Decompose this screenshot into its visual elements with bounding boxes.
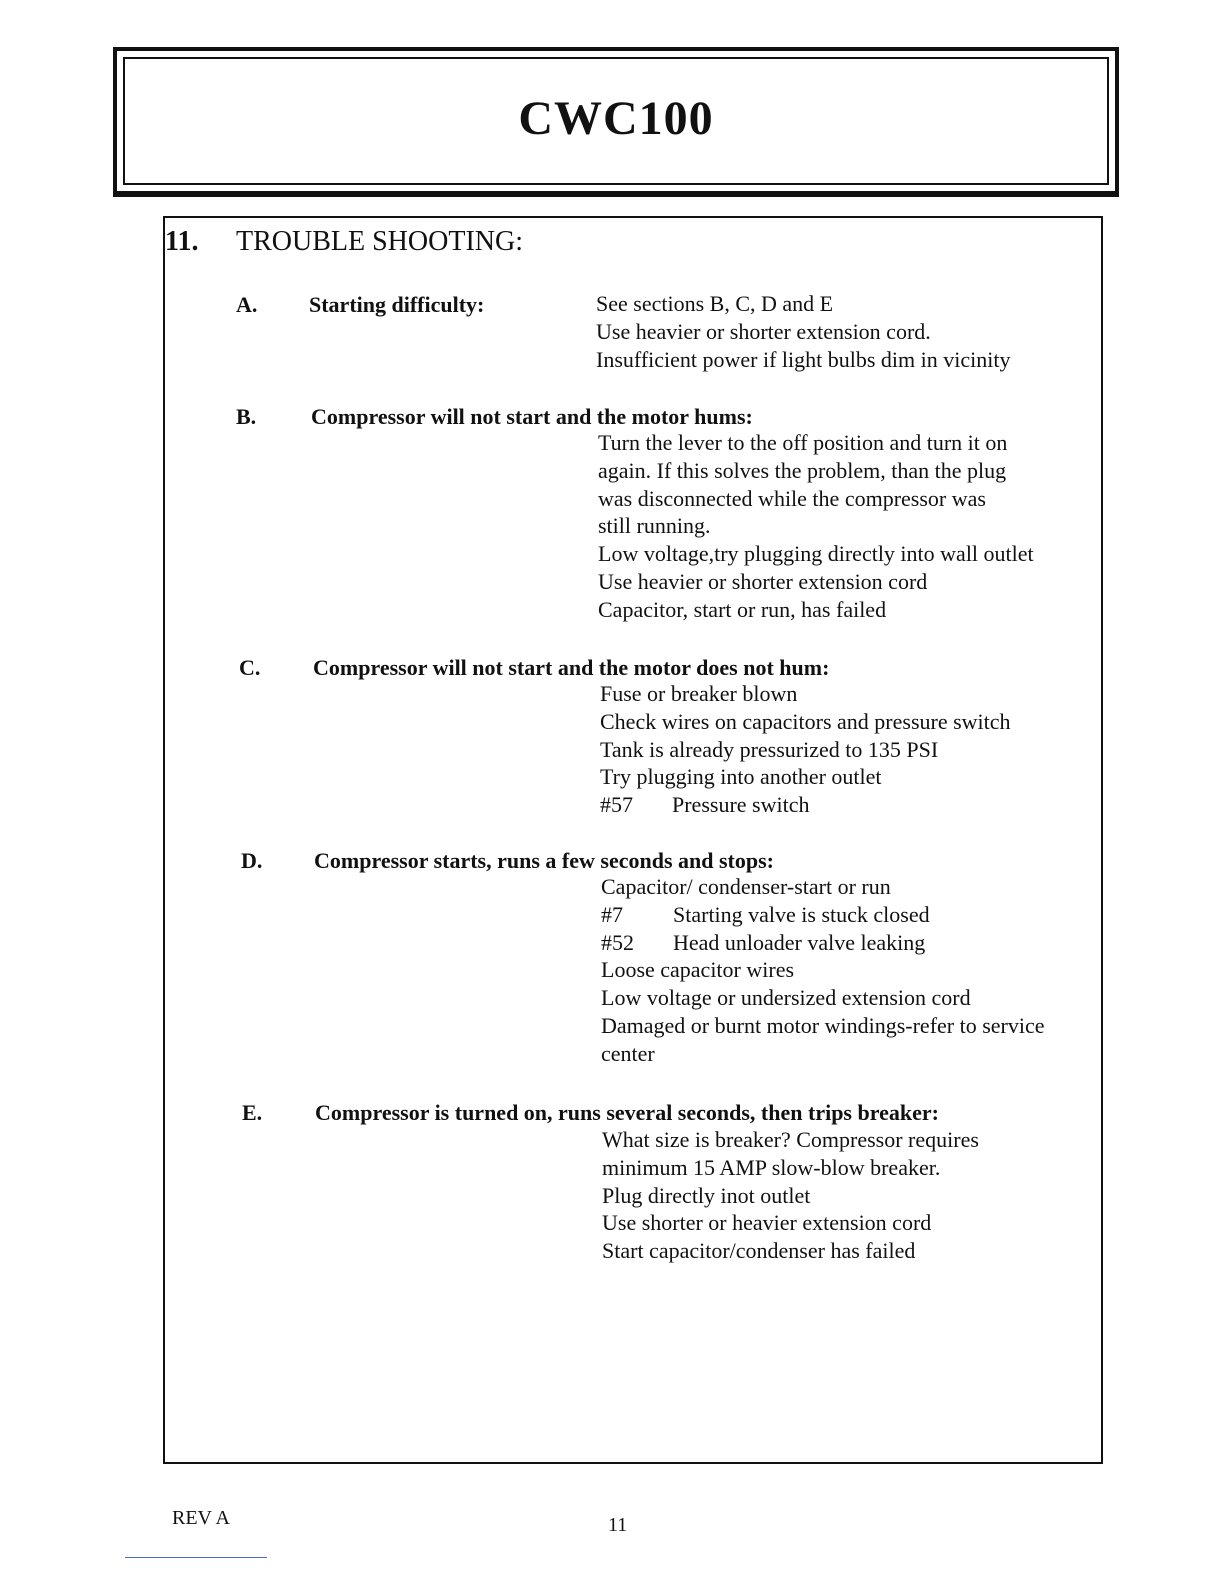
item-e-line: Plug directly inot outlet <box>602 1182 811 1208</box>
part-description: Pressure switch <box>672 792 810 818</box>
header-box <box>113 47 1119 197</box>
item-e-lines <box>602 1126 979 1265</box>
item-e-line: minimum 15 AMP slow-blow breaker. <box>602 1154 941 1180</box>
item-c-heading: Compressor will not start and the motor does not hum: <box>313 655 830 680</box>
item-b-line: Capacitor, start or run, has failed <box>598 596 887 622</box>
part-number: #52 <box>601 929 634 955</box>
scan-artifact-line <box>125 1557 267 1558</box>
item-c-letter: C. <box>239 655 261 680</box>
item-e-line: Start capacitor/condenser has failed <box>602 1238 916 1264</box>
item-d-line: Low voltage or undersized extension cord <box>601 985 971 1011</box>
item-e-line: Use shorter or heavier extension cord <box>602 1210 932 1236</box>
item-d-line: Loose capacitor wires <box>601 957 795 983</box>
item-d-line: Damaged or burnt motor windings-refer to service <box>601 1012 1045 1038</box>
item-d-part-line <box>601 929 1045 957</box>
item-c-line: Try plugging into another outlet <box>600 764 882 790</box>
item-a-line: Use heavier or shorter extension cord. <box>596 318 931 344</box>
item-b-line: again. If this solves the problem, than the plug <box>598 457 1007 483</box>
item-b-line: was disconnected while the compressor was <box>598 485 986 511</box>
item-c-part-line <box>600 791 1011 819</box>
item-e-line: What size is breaker? Compressor requires <box>602 1127 979 1152</box>
revision-label: REV A <box>172 1507 230 1529</box>
page-title: CWC100 <box>518 92 714 145</box>
part-number: #57 <box>600 792 633 818</box>
item-b-line: Low voltage,try plugging directly into wall outlet <box>598 541 1034 567</box>
item-e-heading: Compressor is turned on, runs several seconds, then trips breaker: <box>315 1100 939 1125</box>
item-d-lines <box>601 873 1045 1068</box>
item-a-line: Insufficient power if light bulbs dim in vicinity <box>596 346 1011 372</box>
item-b-heading: Compressor will not start and the motor hums: <box>311 404 753 429</box>
item-c-line: Tank is already pressurized to 135 PSI <box>600 736 939 762</box>
item-d-letter: D. <box>241 848 263 873</box>
section-number: 11. <box>165 226 199 257</box>
part-number: #7 <box>601 901 623 927</box>
item-a-heading: Starting difficulty: <box>309 292 485 317</box>
item-b-letter: B. <box>236 404 257 429</box>
page-number: 11 <box>608 1514 628 1536</box>
item-b-line: Use heavier or shorter extension cord <box>598 568 928 594</box>
item-d-part-line <box>601 901 1045 929</box>
item-a-lines <box>596 290 1011 373</box>
item-b-line: Turn the lever to the off position and turn it on <box>598 430 1008 455</box>
item-c-line: Fuse or breaker blown <box>600 681 798 706</box>
item-a-letter: A. <box>236 292 258 317</box>
item-e-letter: E. <box>242 1100 263 1125</box>
item-b-line: still running. <box>598 513 711 539</box>
item-d-line: center <box>601 1040 655 1066</box>
item-a-line: See sections B, C, D and E <box>596 291 834 316</box>
part-description: Head unloader valve leaking <box>673 929 926 955</box>
part-description: Starting valve is stuck closed <box>673 901 930 927</box>
item-d-line: Capacitor/ condenser-start or run <box>601 874 891 899</box>
item-c-line: Check wires on capacitors and pressure switch <box>600 708 1011 734</box>
item-b-lines <box>598 429 1034 624</box>
section-title: TROUBLE SHOOTING: <box>236 226 523 257</box>
item-d-heading: Compressor starts, runs a few seconds and stops: <box>314 848 774 873</box>
item-c-lines <box>600 680 1011 819</box>
